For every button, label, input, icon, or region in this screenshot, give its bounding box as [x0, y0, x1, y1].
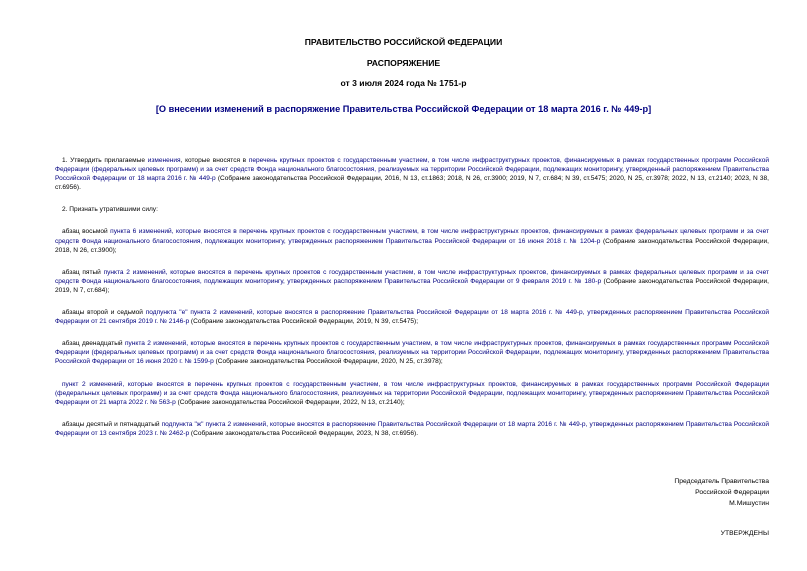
paragraph-3	[55, 227, 769, 254]
paragraph-5	[55, 308, 769, 326]
text: абзац пятый	[62, 268, 104, 276]
list-link[interactable]: перечень крупных проектов с государственным участием, в том числе инфраструктурных проектов, финансируемых в рамках государственных программ Российской Федерации (федеральных целевых программ) и за счет средств Фонда национального благосостояния, реализуемых на территории Российской Федерации, подлежащих мониторингу, утвержденный распоряжением Правительства Российской Федерации от 18 марта 2016 г. № 449-р	[55, 157, 769, 183]
text: (Собрание законодательства Российской Федерации, 2018, N 26, ст.3900);	[55, 237, 769, 254]
text: (Собрание законодательства Российской Федерации, 2016, N 13, ст.1863; 2018, N 26, ст.3900; 2019, N 7, ст.684; N 39, ст.5475; 2020, N 25, ст.3978; 2022, N 13, ст.2140; 2023, N 38, ст.6956).	[55, 175, 769, 192]
repealed-link-1204[interactable]: пункта 6 изменений, которые вносятся в перечень крупных проектов с государственным участием, в том числе инфраструктурных проектов, финансируемых в рамках федеральных целевых программ и за счет средств Фонда национального благосостояния, подлежащих мониторингу, утвержденных распоряжением Правительства Российской Федерации от 16 июня 2018 г. № 1204-р	[55, 228, 769, 245]
subject-suffix: ]	[648, 104, 652, 114]
paragraph-2	[55, 205, 769, 214]
repealed-link-2462[interactable]: подпункта "ж" пункта 2 изменений, которые вносятся в распоряжение Правительства Российской Федерации от 18 марта 2016 г. № 449-р, утвержденных распоряжением Правительства Российской Федерации от 13 сентября 2023 г. № 2462-р	[55, 420, 769, 437]
paragraph-4	[55, 268, 769, 295]
paragraph-8	[55, 420, 769, 438]
subject-link[interactable]: распоряжение Правительства Российской Федерации от 18 марта 2016 г. № 449-р	[274, 104, 649, 114]
text: абзацы десятый и пятнадцатый	[62, 420, 162, 428]
document-body	[55, 156, 769, 438]
repealed-link-180[interactable]: пункта 2 изменений, которые вносятся в перечень крупных проектов с государственным участием, в том числе инфраструктурных проектов, финансируемых в рамках федеральных целевых программ и за счет средств Фонда национального благосостояния, подлежащих мониторингу, утвержденных распоряжением Правительства Российской Федерации от 9 февраля 2019 г. № 180-р	[55, 268, 769, 285]
doc-date-number: от 3 июля 2024 года № 1751-р	[340, 78, 467, 88]
text: абзац двенадцатый	[62, 340, 125, 348]
text: (Собрание законодательства Российской Федерации, 2020, N 25, ст.3978);	[213, 358, 443, 366]
text: (Собрание законодательства Российской Федерации, 2019, N 7, ст.684);	[55, 277, 770, 294]
text: , которые вносятся в	[180, 157, 249, 164]
signature-block	[674, 476, 769, 510]
paragraph-1	[55, 156, 769, 192]
text: 1. Утвердить прилагаемые	[62, 157, 148, 164]
text: абзац восьмой	[62, 228, 111, 236]
subject-prefix: [О внесении изменений в	[155, 104, 275, 114]
repealed-link-563[interactable]: пункт 2 изменений, которые вносятся в перечень крупных проектов с государственным участием, в том числе инфраструктурных проектов, финансируемых в рамках государственных программ Российской Федерации (федеральных целевых программ) и за счет средств Фонда национального благосостояния, реализуемых на территории Российской Федерации, подлежащих мониторингу, утвержденных распоряжением Правительства Российской Федерации от 21 марта 2022 г. № 563-р	[55, 380, 769, 406]
text: 2. Признать утратившими силу:	[62, 206, 158, 214]
repealed-link-2146[interactable]: подпункта "е" пункта 2 изменений, которые вносятся в распоряжение Правительства Российской Федерации от 18 марта 2016 г. № 449-р, утвержденных распоряжением Правительства Российской Федерации от 21 сентября 2019 г. № 2146-р	[55, 309, 770, 326]
text: (Собрание законодательства Российской Федерации, 2019, N 39, ст.5475);	[189, 318, 419, 326]
text: (Собрание законодательства Российской Федерации, 2022, N 13, ст.2140);	[175, 398, 405, 406]
doc-subject	[0, 104, 807, 114]
approved-label: УТВЕРЖДЕНЫ	[720, 530, 769, 537]
doc-type: РАСПОРЯЖЕНИЕ	[366, 58, 441, 68]
signer-org: Российской Федерации	[695, 489, 769, 497]
changes-link[interactable]: изменения	[147, 157, 181, 164]
signer-name: М.Мишустин	[729, 500, 769, 508]
paragraph-6	[55, 339, 769, 366]
repealed-link-1599[interactable]: пункта 2 изменений, которые вносятся в перечень крупных проектов с государственным участием, в том числе инфраструктурных проектов, финансируемых в рамках государственных программ Российской Федерации (федеральных целевых программ) и за счет средств Фонда национального благосостояния, реализуемых на территории Российской Федерации, подлежащих мониторингу, утвержденных распоряжением Правительства Российской Федерации от 16 июня 2020 г. № 1599-р	[55, 340, 770, 366]
text: (Собрание законодательства Российской Федерации, 2023, N 38, ст.6956).	[189, 429, 419, 437]
text: абзацы второй и седьмой	[62, 309, 146, 317]
org-title: ПРАВИТЕЛЬСТВО РОССИЙСКОЙ ФЕДЕРАЦИИ	[304, 37, 503, 47]
signer-title: Председатель Правительства	[674, 478, 769, 485]
paragraph-7	[55, 380, 769, 407]
